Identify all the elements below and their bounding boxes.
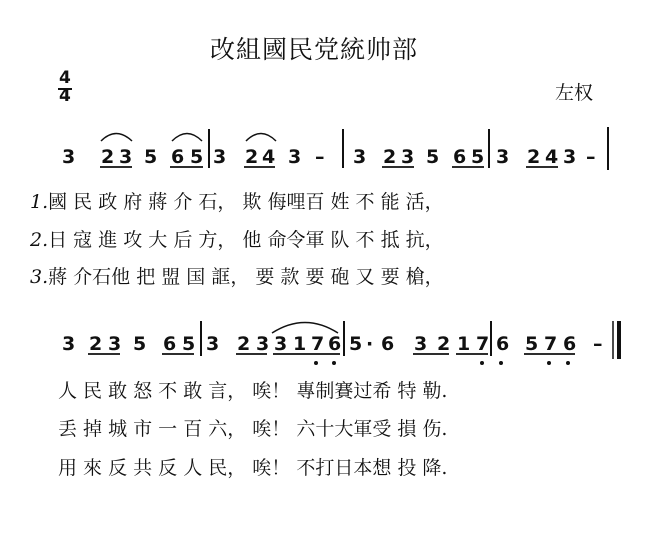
note: 6: [563, 333, 577, 355]
note: 3: [401, 146, 415, 168]
note: 5: [525, 333, 539, 355]
dash: –: [315, 146, 325, 168]
note: 1: [293, 333, 307, 355]
note: 3: [108, 333, 122, 355]
verse-3-lyrics: [30, 262, 444, 289]
note: 6: [381, 333, 395, 355]
note: 6: [453, 146, 467, 168]
note: 3: [274, 333, 288, 355]
verse-text: 日 寇 進 攻 大 后 方， 他 命令軍 队 不 抵 抗，: [48, 229, 444, 251]
note: 5: [190, 146, 204, 168]
verse-1-lyrics: [30, 187, 444, 214]
note: 3: [414, 333, 428, 355]
note: 7: [476, 333, 490, 355]
system-2-slurs: [272, 323, 338, 334]
time-signature-numerator: 4: [59, 68, 71, 88]
note: 7: [544, 333, 558, 355]
system-1-notes: [62, 146, 596, 168]
note: 3: [353, 146, 367, 168]
note: 3: [62, 333, 76, 355]
note: 3: [288, 146, 302, 168]
note: 6: [328, 333, 342, 355]
note: 6: [496, 333, 510, 355]
verse-number: 2.: [30, 229, 49, 251]
note: 2: [101, 146, 115, 168]
dash: –: [593, 333, 603, 355]
system-2-octave-dots: [314, 361, 570, 365]
verse-number: 3.: [30, 266, 49, 288]
verse-3-continuation: 用 來 反 共 反 人 民， 唉！ 不打日本想 投 降.: [58, 457, 448, 479]
author-name: 左权: [555, 82, 594, 104]
note: 2: [437, 333, 451, 355]
note: 3: [119, 146, 133, 168]
verse-1-continuation: 人 民 敢 怒 不 敢 言， 唉！ 專制賽过希 特 勒.: [58, 380, 448, 402]
note: 4: [545, 146, 559, 168]
verse-number: 1.: [30, 191, 49, 213]
system-2-notes: [62, 333, 603, 355]
verse-2-lyrics: [30, 225, 444, 252]
dot: ·: [366, 333, 374, 355]
note: 4: [262, 146, 276, 168]
note: 6: [163, 333, 177, 355]
song-title: 改組國民党統帅部: [210, 35, 419, 64]
note: 2: [383, 146, 397, 168]
note: 5: [426, 146, 440, 168]
note: 3: [563, 146, 577, 168]
system-1-slurs: [101, 134, 276, 142]
note: 7: [311, 333, 325, 355]
verse-2-continuation: 丢 掉 城 市 一 百 六， 唉！ 六十大軍受 損 伤.: [58, 418, 448, 440]
note: 3: [496, 146, 510, 168]
note: 5: [182, 333, 196, 355]
note: 2: [245, 146, 259, 168]
note: 5: [144, 146, 158, 168]
note: 2: [527, 146, 541, 168]
note: 3: [206, 333, 220, 355]
time-signature-denominator: 4: [59, 86, 71, 106]
note: 3: [256, 333, 270, 355]
note: 5: [471, 146, 485, 168]
note: 5: [349, 333, 363, 355]
note: 1: [457, 333, 471, 355]
note: 3: [62, 146, 76, 168]
verse-text: 國 民 政 府 蔣 介 石， 欺 侮哩百 姓 不 能 活，: [48, 191, 444, 213]
note: 5: [133, 333, 147, 355]
note: 3: [213, 146, 227, 168]
note: 2: [89, 333, 103, 355]
note: 2: [237, 333, 251, 355]
verse-text: 蔣 介石他 把 盟 国 誆， 要 款 要 砲 又 要 槍，: [48, 266, 444, 288]
dash: –: [586, 146, 596, 168]
note: 6: [171, 146, 185, 168]
